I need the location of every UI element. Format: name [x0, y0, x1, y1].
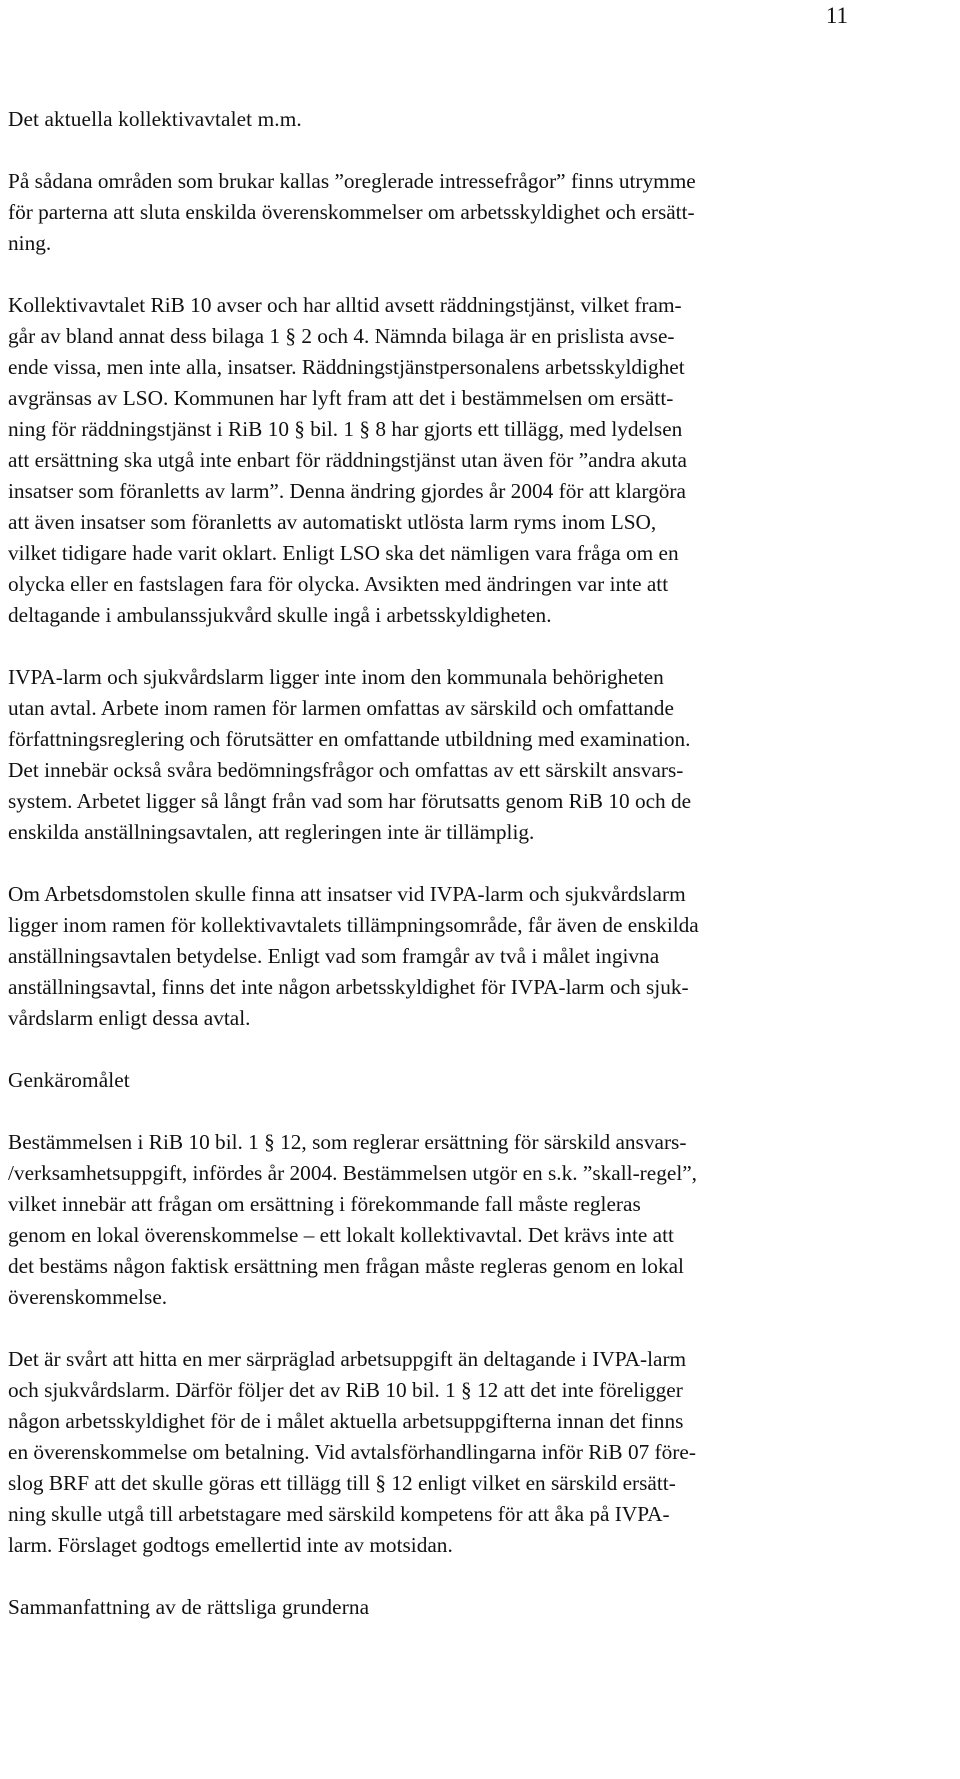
- text-line: På sådana områden som brukar kallas ”oreglerade intressefrågor” finns utrymme: [8, 169, 696, 193]
- text-line: anställningsavtal, finns det inte någon arbetsskyldighet för IVPA-larm och sjuk-: [8, 975, 689, 999]
- text-line: vilket innebär att frågan om ersättning i förekommande fall måste regleras: [8, 1192, 641, 1216]
- text-line: /verksamhetsuppgift, infördes år 2004. Bestämmelsen utgör en s.k. ”skall-regel”,: [8, 1161, 698, 1185]
- text-line: att ersättning ska utgå inte enbart för räddningstjänst utan även för ”andra akuta: [8, 448, 687, 472]
- document-body: [8, 104, 952, 1623]
- text-line: vårdslarm enligt dessa avtal.: [8, 1006, 251, 1030]
- section-heading-sammanfattning: Sammanfattning av de rättsliga grunderna: [8, 1595, 370, 1619]
- section-heading-kollektivavtal: Det aktuella kollektivavtalet m.m.: [8, 107, 302, 131]
- text-line: system. Arbetet ligger så långt från vad som har förutsatts genom RiB 10 och de: [8, 789, 692, 813]
- text-line: slog BRF att det skulle göras ett tillägg till § 12 enligt vilket en särskild ersätt-: [8, 1471, 676, 1495]
- section-heading-genkaromalet: Genkäromålet: [8, 1068, 130, 1092]
- text-line: enskilda anställningsavtalen, att regleringen inte är tillämplig.: [8, 820, 535, 844]
- text-line: Det är svårt att hitta en mer särpräglad arbetsuppgift än deltagande i IVPA-larm: [8, 1347, 687, 1371]
- page-number: 11: [825, 3, 848, 28]
- text-line: ning.: [8, 231, 52, 255]
- text-line: insatser som föranletts av larm”. Denna ändring gjordes år 2004 för att klargöra: [8, 479, 686, 503]
- paragraph-arbetsdomstolen: [8, 879, 878, 1034]
- paragraph-sarpraglad-arbetsuppgift: [8, 1344, 878, 1561]
- text-line: går av bland annat dess bilaga 1 § 2 och 4. Nämnda bilaga är en prislista avse-: [8, 324, 675, 348]
- text-line: Det innebär också svåra bedömningsfrågor och omfattas av ett särskilt ansvars-: [8, 758, 684, 782]
- paragraph-bestammelsen: [8, 1127, 878, 1313]
- text-line: författningsreglering och förutsätter en omfattande utbildning med examination.: [8, 727, 691, 751]
- text-line: det bestäms någon faktisk ersättning men frågan måste regleras genom en lokal: [8, 1254, 684, 1278]
- text-line: Om Arbetsdomstolen skulle finna att insatser vid IVPA-larm och sjukvårdslarm: [8, 882, 686, 906]
- text-line: anställningsavtalen betydelse. Enligt vad som framgår av två i målet ingivna: [8, 944, 660, 968]
- text-line: genom en lokal överenskommelse – ett lokalt kollektivavtal. Det krävs inte att: [8, 1223, 674, 1247]
- text-line: olycka eller en fastslagen fara för olycka. Avsikten med ändringen var inte att: [8, 572, 669, 596]
- text-line: ning för räddningstjänst i RiB 10 § bil. 1 § 8 har gjorts ett tillägg, med lydelsen: [8, 417, 683, 441]
- text-line: larm. Förslaget godtogs emellertid inte av motsidan.: [8, 1533, 453, 1557]
- text-line: utan avtal. Arbete inom ramen för larmen omfattas av särskild och omfattande: [8, 696, 674, 720]
- paragraph-ivpa-larm: [8, 662, 878, 848]
- text-line: deltagande i ambulanssjukvård skulle ingå i arbetsskyldigheten.: [8, 603, 552, 627]
- text-line: avgränsas av LSO. Kommunen har lyft fram att det i bestämmelsen om ersätt-: [8, 386, 674, 410]
- text-line: en överenskommelse om betalning. Vid avtalsförhandlingarna inför RiB 07 före-: [8, 1440, 696, 1464]
- text-line: Kollektivavtalet RiB 10 avser och har alltid avsett räddningstjänst, vilket fram-: [8, 293, 682, 317]
- paragraph-rib-10: [8, 290, 878, 631]
- text-line: ligger inom ramen för kollektivavtalets tillämpningsområde, får även de enskilda: [8, 913, 699, 937]
- text-line: Bestämmelsen i RiB 10 bil. 1 § 12, som reglerar ersättning för särskild ansvars-: [8, 1130, 687, 1154]
- paragraph-oreglerade-intressefragor: [8, 166, 878, 259]
- text-line: ning skulle utgå till arbetstagare med särskild kompetens för att åka på IVPA-: [8, 1502, 670, 1526]
- text-line: att även insatser som föranletts av automatiskt utlösta larm ryms inom LSO,: [8, 510, 657, 534]
- text-line: och sjukvårdslarm. Därför följer det av RiB 10 bil. 1 § 12 att det inte föreligger: [8, 1378, 683, 1402]
- text-line: för parterna att sluta enskilda överenskommelser om arbetsskyldighet och ersätt-: [8, 200, 695, 224]
- text-line: någon arbetsskyldighet för de i målet aktuella arbetsuppgifterna innan det finns: [8, 1409, 684, 1433]
- text-line: vilket tidigare hade varit oklart. Enligt LSO ska det nämligen vara fråga om en: [8, 541, 679, 565]
- text-line: IVPA-larm och sjukvårdslarm ligger inte inom den kommunala behörigheten: [8, 665, 664, 689]
- text-line: överenskommelse.: [8, 1285, 168, 1309]
- text-line: ende vissa, men inte alla, insatser. Räddningstjänstpersonalens arbetsskyldighet: [8, 355, 685, 379]
